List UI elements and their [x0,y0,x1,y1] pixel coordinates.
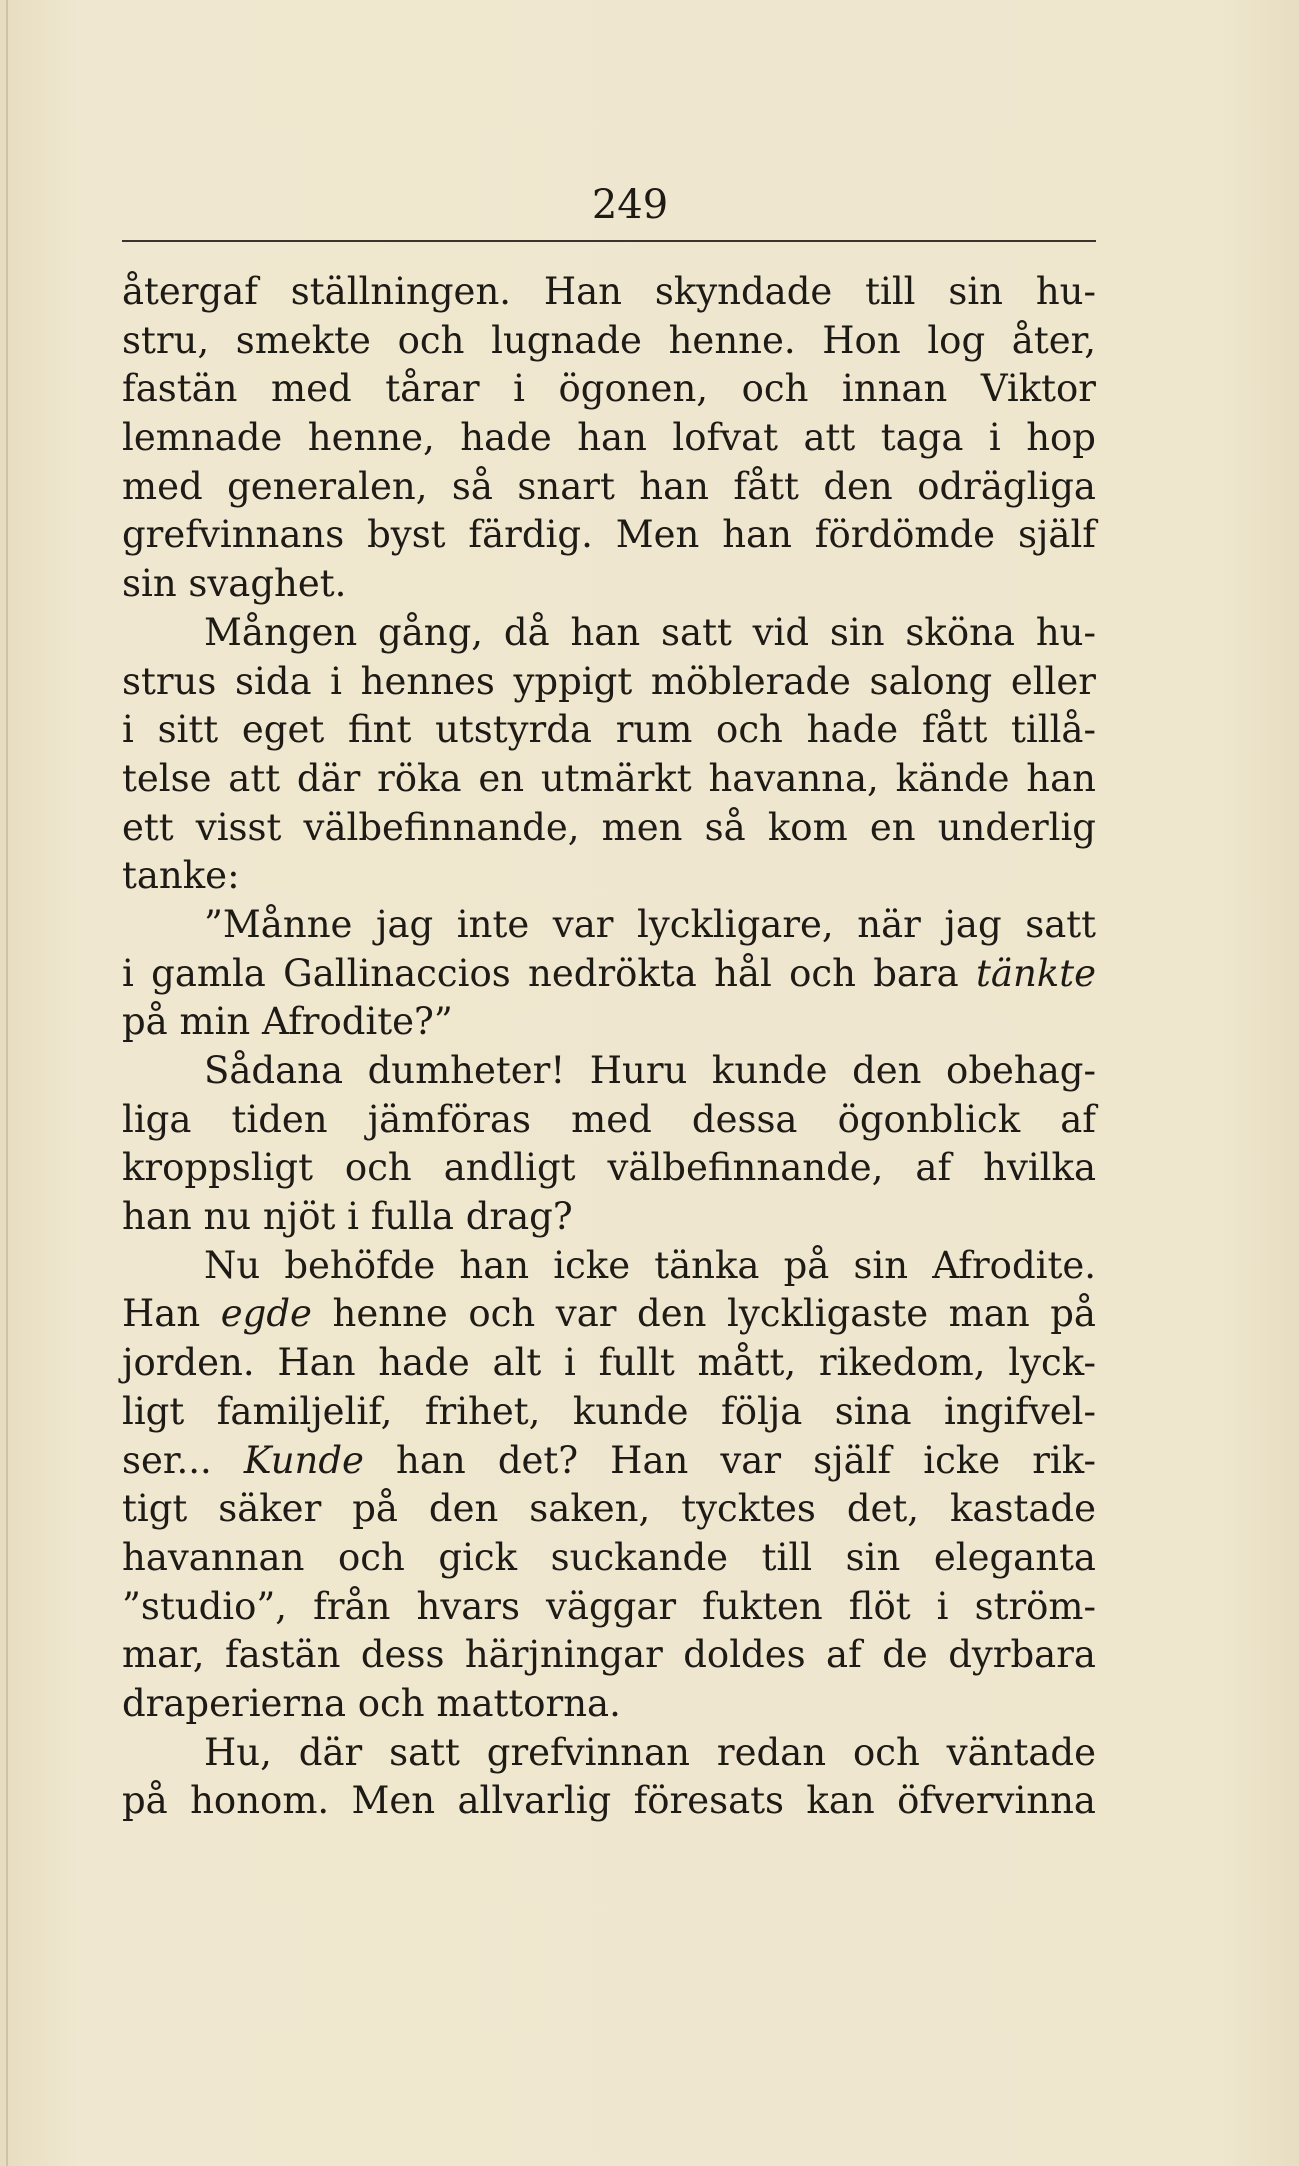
text-line [122,1290,1096,1339]
page-number: 249 [591,182,669,228]
text-line: ett visst välbefinnande, men så kom en underlig [122,805,1096,849]
text-line: på min Afrodite?” [122,1000,453,1044]
text-line: draperierna och mattorna. [122,1681,621,1725]
text-line: sin svaghet. [122,562,347,606]
emphasized-word: Kunde [243,1438,364,1482]
header-rule [122,240,1096,242]
text-line: Sådana dumheter! Huru kunde den obehag- [204,1049,1096,1092]
text-line: Mången gång, då han satt vid sin sköna hu- [204,610,1096,654]
text-segment: han det? Han var själf icke rik- [363,1438,1096,1482]
text-line [122,1437,1096,1486]
text-line: tigt säker på den saken, tycktes det, kastade [122,1487,1096,1531]
text-line: stru, smekte och lugnade henne. Hon log åter, [122,318,1096,362]
text-line: fastän med tårar i ögonen, och innan Viktor [122,367,1096,411]
text-segment: ser... [122,1438,244,1482]
text-line: mar, fastän dess härjningar doldes af de dyrbara [122,1633,1096,1677]
text-line: havannan och gick suckande till sin eleganta [122,1535,1096,1579]
text-line: strus sida i hennes yppigt möblerade salong eller [122,659,1096,703]
text-segment: henne och var den lyckligaste man på [311,1292,1096,1336]
text-line [122,950,1096,999]
text-line: jorden. Han hade alt i fullt mått, rikedom, lyck- [122,1341,1096,1385]
text-line: lemnade henne, hade han lofvat att taga i hop [122,416,1096,460]
text-line: tanke: [122,854,240,898]
text-line: han nu njöt i fulla drag? [122,1195,573,1239]
text-line: liga tiden jämföras med dessa ögonblick af [122,1097,1096,1141]
text-line: ”studio”, från hvars väggar fukten flöt i ström- [122,1584,1096,1628]
text-line: med generalen, så snart han fått den odrägliga [122,464,1096,508]
page-edge-shadow [6,0,8,2166]
text-line: Hu, där satt grefvinnan redan och väntade [204,1730,1096,1774]
emphasized-word: tänkte [976,951,1096,995]
text-line: ”Månne jag inte var lyckligare, när jag satt [204,902,1096,946]
text-segment: i gamla Gallinaccios nedrökta hål och bara [122,951,977,995]
text-line: kroppsligt och andligt välbefinnande, af hvilka [122,1146,1096,1190]
text-segment: Han [122,1292,221,1336]
text-line: ligt familjelif, frihet, kunde följa sina ingifvel- [122,1389,1096,1433]
text-line: återgaf ställningen. Han skyndade till sin hu- [122,270,1096,313]
text-line: i sitt eget fint utstyrda rum och hade fått tillå- [122,708,1096,752]
emphasized-word: egde [220,1292,312,1336]
text-line: Nu behöfde han icke tänka på sin Afrodite. [204,1243,1096,1287]
text-line: på honom. Men allvarlig föresats kan öfvervinna [122,1779,1096,1823]
body-text [122,268,1096,1826]
text-line: telse att där röka en utmärkt havanna, kände han [122,756,1096,800]
text-line: grefvinnans byst färdig. Men han fördömde själf [122,513,1096,557]
